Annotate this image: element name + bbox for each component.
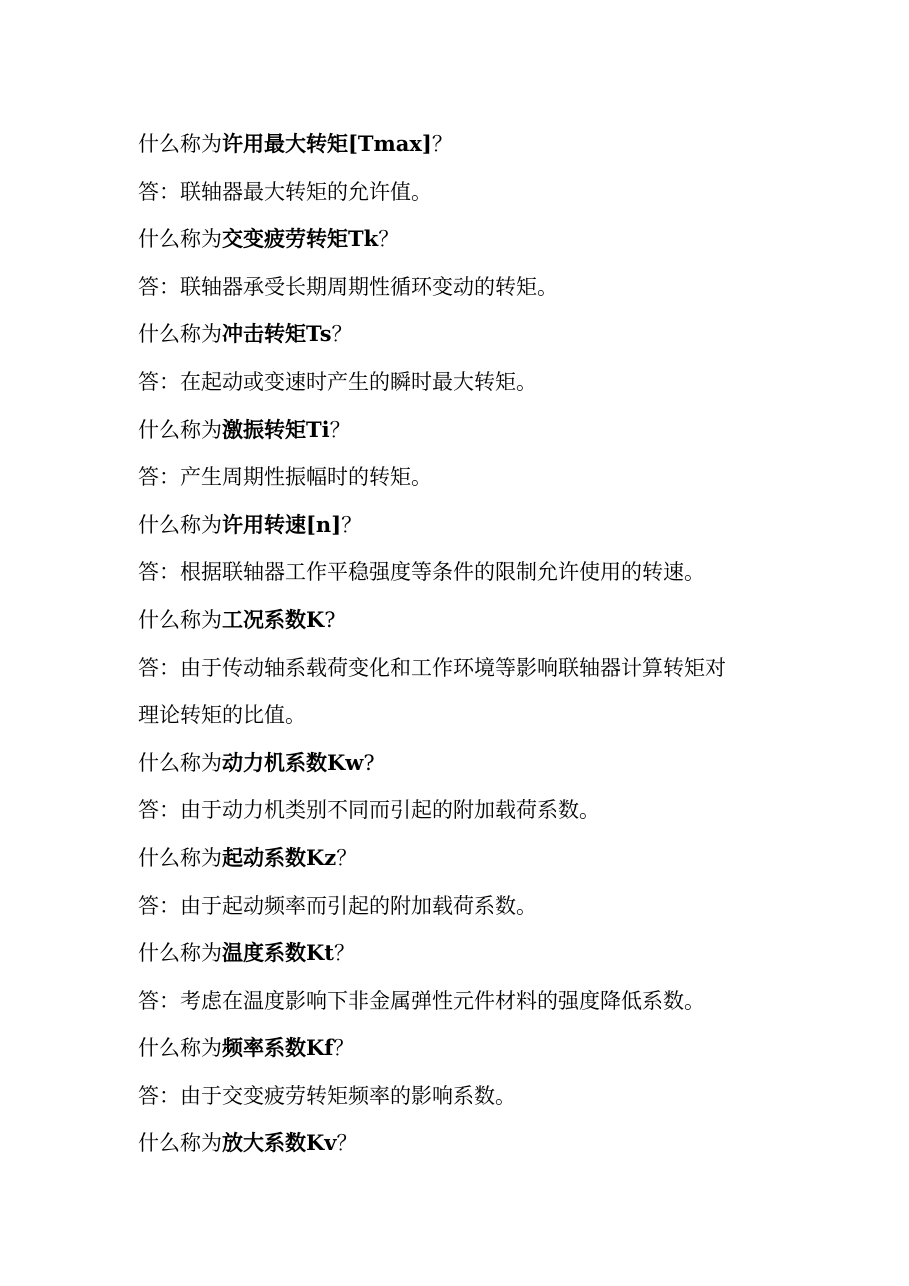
question-mark: ？ — [331, 322, 353, 347]
term-name: 温度系数Kt — [222, 940, 334, 966]
term-name: 激振转矩Ti — [222, 416, 330, 442]
term-name: 许用转速[n] — [222, 511, 342, 537]
question-prefix: 什么称为 — [138, 1131, 222, 1156]
question-prefix: 什么称为 — [138, 227, 222, 252]
term-name: 冲击转矩Ts — [222, 321, 332, 347]
question-line — [138, 221, 778, 269]
question-prefix: 什么称为 — [138, 322, 222, 347]
question-mark: ？ — [341, 512, 363, 537]
term-name: 频率系数Kf — [222, 1035, 334, 1061]
question-line — [138, 1030, 778, 1078]
question-mark: ？ — [333, 1036, 355, 1061]
question-line — [138, 602, 778, 650]
question-mark: ？ — [378, 227, 400, 252]
question-prefix: 什么称为 — [138, 845, 222, 870]
question-prefix: 什么称为 — [138, 512, 222, 537]
question-line — [138, 745, 778, 793]
question-mark: ？ — [431, 132, 453, 156]
term-name: 工况系数K — [222, 606, 325, 632]
answer-line: 答：由于起动频率而引起的附加载荷系数。 — [138, 893, 537, 918]
question-mark: ？ — [333, 941, 355, 966]
answer-line: 答：由于传动轴系载荷变化和工作环境等影响联轴器计算转矩对 — [138, 655, 726, 680]
answer-line: 答：根据联轴器工作平稳强度等条件的限制允许使用的转速。 — [138, 560, 705, 585]
term-name: 起动系数Kz — [222, 844, 337, 870]
question-line — [138, 316, 778, 364]
answer-line: 答：产生周期性振幅时的转矩。 — [138, 465, 432, 490]
question-prefix: 什么称为 — [138, 750, 222, 775]
answer-line-continued: 理论转矩的比值。 — [138, 703, 306, 728]
question-mark: ? — [363, 750, 375, 775]
term-name: 放大系数Kv — [222, 1130, 337, 1156]
answer-line: 答：由于交变疲劳转矩频率的影响系数。 — [138, 1083, 516, 1108]
answer-line: 答：联轴器承受长期周期性循环变动的转矩。 — [138, 274, 558, 299]
question-line — [138, 412, 778, 460]
question-mark: ? — [324, 607, 336, 632]
question-mark: ？ — [336, 845, 358, 870]
question-prefix: 什么称为 — [138, 132, 222, 156]
answer-line: 答：联轴器最大转矩的允许值。 — [138, 179, 432, 204]
question-line — [138, 1125, 778, 1173]
question-line — [138, 935, 778, 983]
question-line — [138, 840, 778, 888]
question-line — [138, 126, 778, 174]
term-name: 动力机系数Kw — [222, 749, 364, 775]
term-name: 交变疲劳转矩Tk — [222, 226, 379, 252]
answer-line: 答：考虑在温度影响下非金属弹性元件材料的强度降低系数。 — [138, 988, 705, 1013]
question-prefix: 什么称为 — [138, 607, 222, 632]
question-mark: ？ — [336, 1131, 358, 1156]
question-prefix: 什么称为 — [138, 417, 222, 442]
qa-list — [138, 126, 778, 1173]
question-mark: ？ — [329, 417, 351, 442]
question-line — [138, 507, 778, 555]
answer-line: 答：在起动或变速时产生的瞬时最大转矩。 — [138, 369, 537, 394]
answer-line: 答：由于动力机类别不同而引起的附加载荷系数。 — [138, 798, 600, 823]
question-prefix: 什么称为 — [138, 941, 222, 966]
term-name: 许用最大转矩[Tmax] — [222, 131, 432, 156]
question-prefix: 什么称为 — [138, 1036, 222, 1061]
